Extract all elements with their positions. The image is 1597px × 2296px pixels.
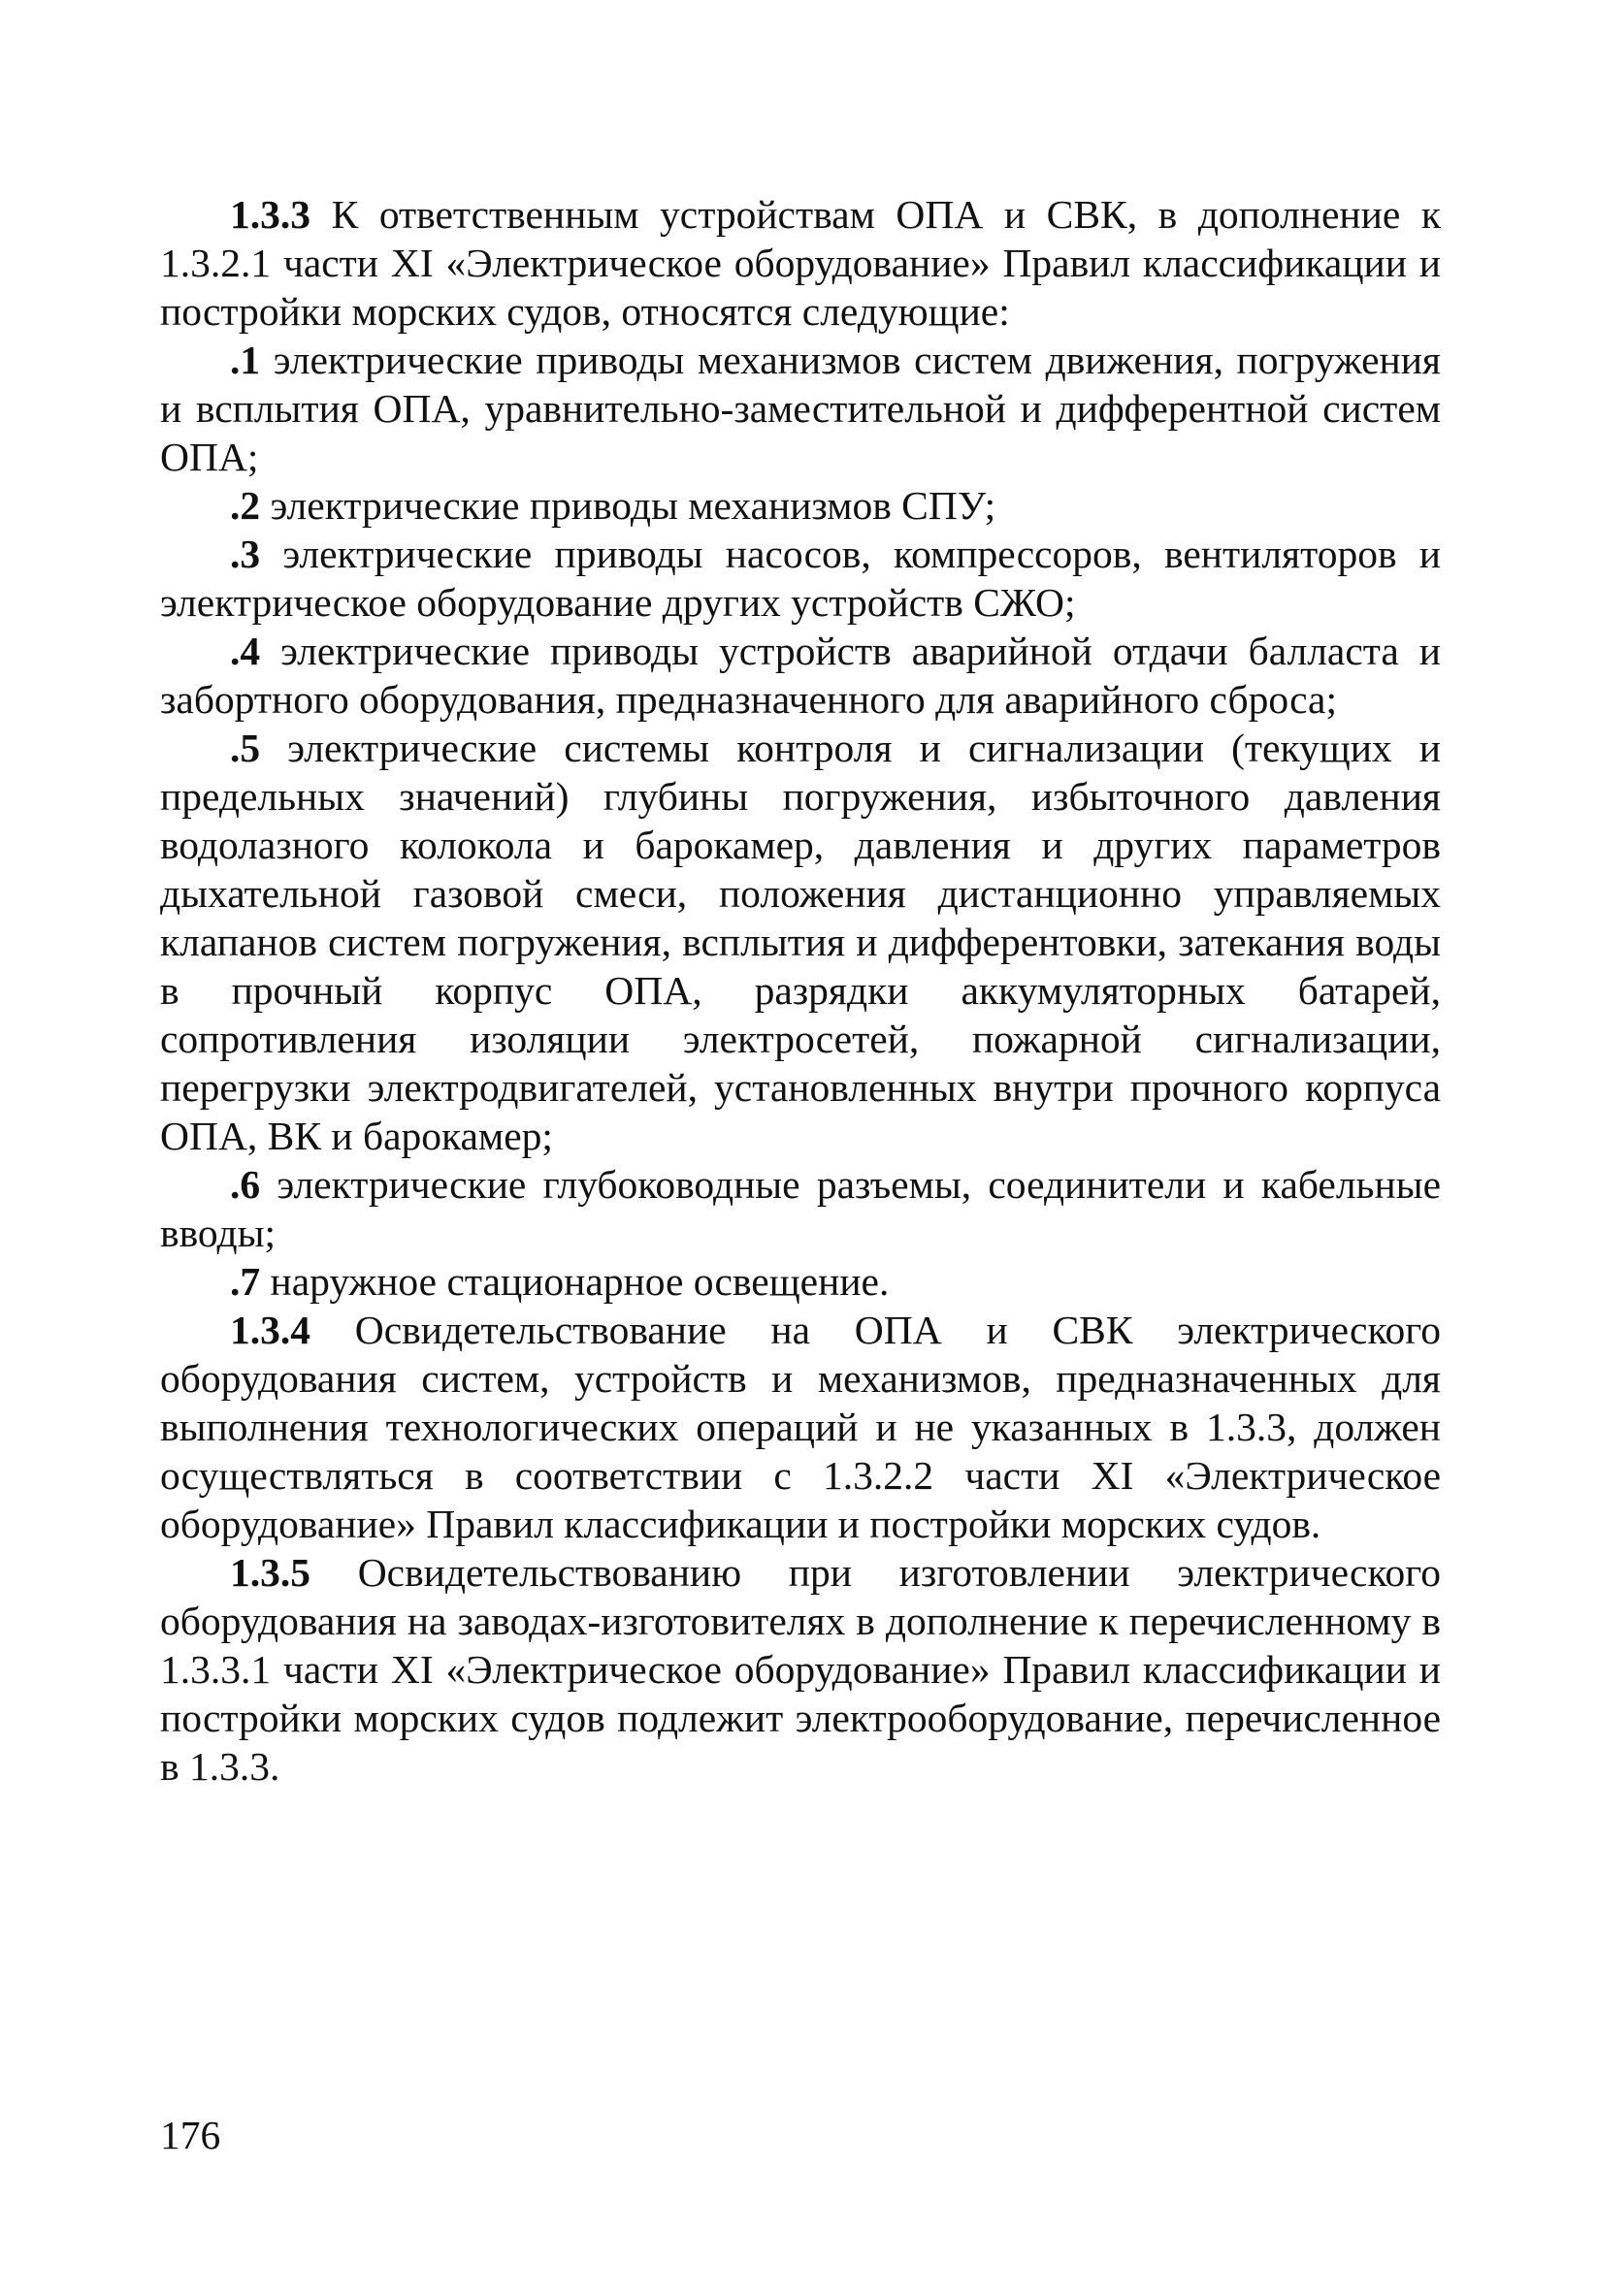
list-item-5: [160, 724, 1441, 1160]
section-number: 1.3.5: [230, 1550, 310, 1595]
section-number: 1.3.4: [230, 1308, 310, 1352]
section-number: 1.3.3: [230, 192, 310, 237]
item-text: наружное стационарное освещение.: [260, 1259, 890, 1304]
item-text: электрические приводы механизмов СПУ;: [260, 483, 996, 528]
list-item-3: [160, 530, 1441, 627]
paragraph-text: Освидетельствованию при изготовлении электрического оборудования на заводах-изготовителях в дополнение к перечисленному в 1.3.3.1 части XI «Электрическое оборудование» Правил классификации и постройки морских судов подлежит электрооборудование, перечисленное в 1.3.3.: [160, 1550, 1441, 1789]
item-text: электрические приводы устройств аварийной отдачи балласта и забортного оборудования, предназначенного для аварийного сброса;: [160, 629, 1441, 722]
item-number: .3: [230, 532, 261, 576]
list-item-4: [160, 627, 1441, 724]
paragraph-text: Освидетельствование на ОПА и СВК электрического оборудования систем, устройств и механизмов, предназначенных для выполнения технологических операций и не указанных в 1.3.3, должен осуществляться в соответствии с 1.3.2.2 части XI «Электрическое оборудование» Правил классификации и постройки морских судов.: [160, 1308, 1441, 1546]
list-item-6: [160, 1160, 1441, 1257]
item-number: .7: [230, 1259, 261, 1304]
body-text: [160, 190, 1441, 1791]
list-item-7: [160, 1257, 1441, 1306]
item-text: электрические приводы насосов, компрессоров, вентиляторов и электрическое оборудование других устройств СЖО;: [160, 532, 1441, 625]
item-number: .6: [230, 1162, 261, 1207]
list-item-1: [160, 336, 1441, 481]
item-number: .2: [230, 483, 261, 528]
list-item-2: [160, 481, 1441, 530]
paragraph-1-3-5: [160, 1548, 1441, 1791]
paragraph-text: К ответственным устройствам ОПА и СВК, в дополнение к 1.3.2.1 части XI «Электрическое оборудование» Правил классификации и постройки морских судов, относятся следующие:: [160, 192, 1441, 334]
item-text: электрические системы контроля и сигнализации (текущих и предельных значений) глубины погружения, избыточного давления водолазного колокола и барокамер, давления и других параметров дыхательной газовой смеси, положения дистанционно управляемых клапанов систем погружения, всплытия и дифферентовки, затекания воды в прочный корпус ОПА, разрядки аккумуляторных батарей, сопротивления изоляции электросетей, пожарной сигнализации, перегрузки электродвигателей, установленных внутри прочного корпуса ОПА, ВК и барокамер;: [160, 726, 1441, 1158]
item-number: .5: [230, 726, 261, 770]
paragraph-1-3-3: [160, 190, 1441, 336]
item-text: электрические глубоководные разъемы, соединители и кабельные вводы;: [160, 1162, 1441, 1255]
item-number: .1: [230, 338, 261, 382]
page-number: 176: [160, 2113, 221, 2157]
paragraph-1-3-4: [160, 1306, 1441, 1548]
item-number: .4: [230, 629, 261, 673]
item-text: электрические приводы механизмов систем движения, погружения и всплытия ОПА, уравнительно-заместительной и дифферентной систем ОПА;: [160, 338, 1441, 479]
